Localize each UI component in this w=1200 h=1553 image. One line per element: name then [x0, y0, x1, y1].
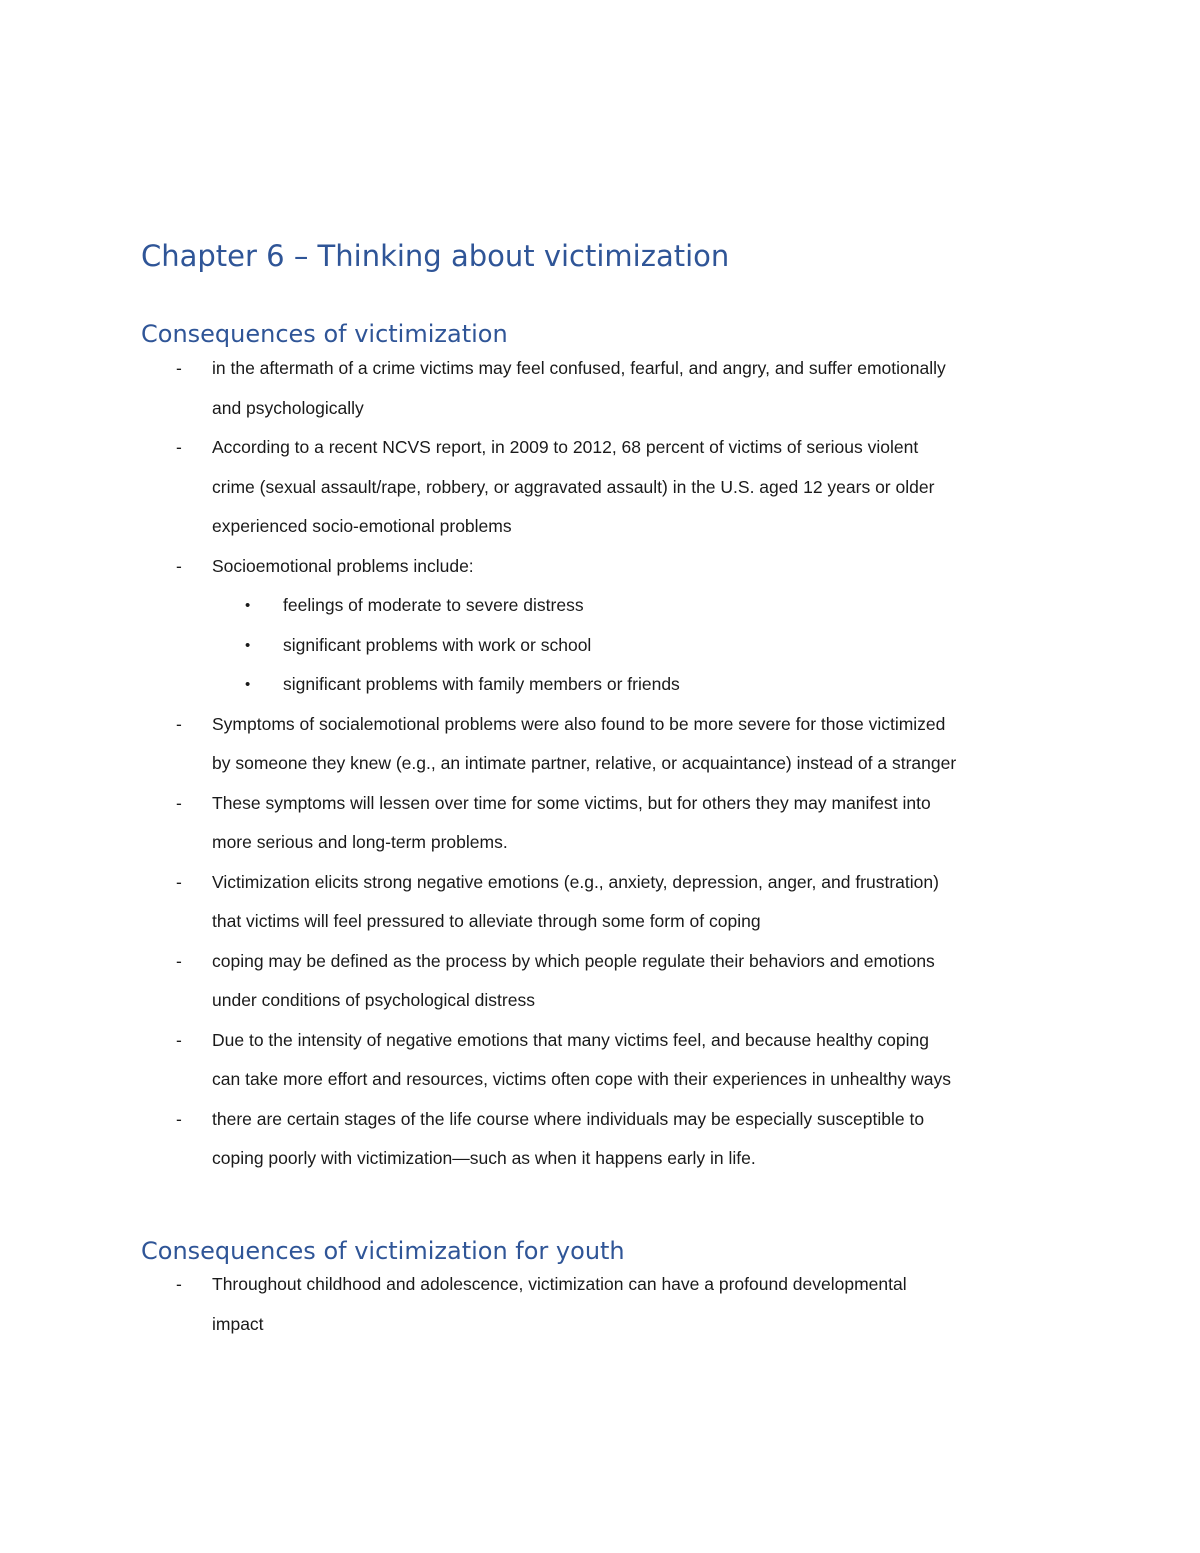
dash-marker: - [176, 1108, 182, 1129]
list-item-text: Due to the intensity of negative emotions that many victims feel, and because healthy coping [212, 1029, 929, 1050]
sub-list-item-text: significant problems with work or school [283, 634, 592, 655]
list-item-text: These symptoms will lessen over time for some victims, but for others they may manifest into [212, 792, 931, 813]
bullet-marker: • [245, 636, 251, 654]
section-heading-consequences: Consequences of victimization [141, 320, 508, 348]
list-item-text: by someone they knew (e.g., an intimate partner, relative, or acquaintance) instead of a stranger [212, 753, 957, 773]
sub-list-item-text: significant problems with family members or friends [283, 674, 680, 694]
dash-marker: - [176, 437, 182, 457]
dash-marker: - [176, 792, 182, 813]
dash-marker: - [176, 1029, 182, 1050]
list-item-text: Throughout childhood and adolescence, victimization can have a profound developmental [212, 1274, 907, 1294]
list-item-text: and psychologically [212, 397, 364, 418]
bullet-marker: • [245, 676, 251, 693]
list-item-text: experienced socio-emotional problems [212, 516, 512, 536]
list-item-text: more serious and long-term problems. [212, 832, 508, 852]
list-item-text: According to a recent NCVS report, in 2009 to 2012, 68 percent of victims of serious violent [212, 437, 919, 457]
dash-marker: - [176, 950, 182, 971]
dash-marker: - [176, 871, 182, 892]
dash-marker: - [176, 1274, 182, 1294]
list-item-text: crime (sexual assault/rape, robbery, or aggravated assault) in the U.S. aged 12 years or older [212, 476, 935, 497]
list-item-text: there are certain stages of the life course where individuals may be especially susceptible to [212, 1108, 925, 1129]
list-item-text: that victims will feel pressured to alleviate through some form of coping [212, 911, 761, 931]
section-heading-youth: Consequences of victimization for youth [141, 1237, 625, 1265]
list-item-text: coping poorly with victimization—such as when it happens early in life. [212, 1148, 756, 1168]
list-item-text: Socioemotional problems include: [212, 555, 474, 576]
dash-marker: - [176, 555, 182, 576]
list-item-text: in the aftermath of a crime victims may feel confused, fearful, and angry, and suffer emotionally [212, 358, 946, 378]
dash-marker: - [176, 713, 182, 734]
dash-marker: - [176, 358, 182, 378]
list-item-text: Victimization elicits strong negative emotions (e.g., anxiety, depression, anger, and frustration) [212, 871, 939, 892]
list-item-text: can take more effort and resources, victims often cope with their experiences in unhealthy ways [212, 1069, 951, 1089]
bullet-marker: • [245, 597, 251, 614]
list-item-text: impact [212, 1313, 264, 1334]
sub-list-item-text: feelings of moderate to severe distress [283, 595, 584, 615]
list-item-text: under conditions of psychological distress [212, 990, 535, 1010]
list-item-text: Symptoms of socialemotional problems were also found to be more severe for those victimized [212, 713, 946, 734]
list-item-text: coping may be defined as the process by which people regulate their behaviors and emotions [212, 950, 935, 971]
page-title: Chapter 6 – Thinking about victimization [141, 239, 730, 273]
